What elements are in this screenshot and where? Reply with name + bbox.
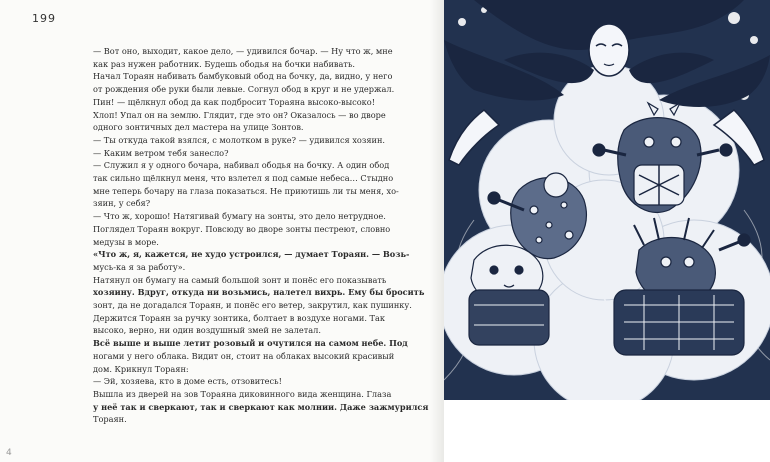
- text-line: Держится Тораян за ручку зонтика, болтает в воздухе ногами. Так: [93, 312, 385, 323]
- page-number: 199: [32, 12, 56, 25]
- text-line: высоко, верно, ни один воздушный змей не залетал.: [93, 325, 321, 336]
- text-line-bold: у неё так и сверкают, так и сверкают как молнии. Даже зажмурился: [93, 401, 429, 412]
- text-line-bold: «Что ж, я, кажется, не худо устроился, — думает Тораян. — Возь-: [93, 249, 410, 260]
- text-line: мне теперь бочару на глаза показаться. Не приютишь ли ты меня, хо-: [93, 185, 399, 196]
- text-line: Тораян.: [93, 414, 127, 425]
- text-line: зяин, у себя?: [93, 198, 151, 209]
- text-line: одного зонтичных дел мастера на улице Зонтов.: [93, 122, 304, 133]
- text-line: — Каким ветром тебя занесло?: [93, 147, 229, 158]
- text-line: Вышла из дверей на зов Тораяна диковинного вида женщина. Глаза: [93, 388, 392, 399]
- text-line: — Что ж, хорошо! Натягивай бумагу на зонты, это дело нетрудное.: [93, 211, 386, 222]
- text-line: медузы в море.: [93, 236, 159, 247]
- text-line: Натянул он бумагу на самый большой зонт и понёс его показывать: [93, 274, 387, 285]
- illustration-art: [444, 0, 770, 400]
- story-text: [93, 45, 429, 426]
- text-line: как раз нужен работник. Будешь ободья на бочки набивать.: [93, 58, 356, 69]
- text-line: — Ты откуда такой взялся, с молотком в руке? — удивился хозяин.: [93, 134, 386, 145]
- text-line: — Вот оно, выходит, какое дело, — удивился бочар. — Ну что ж, мне: [93, 46, 393, 56]
- text-line: ногами у него облака. Видит он, стоит на облаках высокий красивый: [93, 350, 395, 361]
- right-page-margin: [444, 400, 770, 462]
- text-line-bold: Всё выше и выше летит розовый и очутился на самом небе. Под: [93, 338, 408, 349]
- text-line: зонт, да не догадался Тораян, и понёс его ветер, закрутил, как пушинку.: [93, 300, 412, 311]
- corner-mark: 4: [6, 448, 12, 458]
- text-line: — Служил я у одного бочара, набивал ободья на бочку. А один обод: [93, 160, 390, 171]
- text-line: — Эй, хозяева, кто в доме есть, отзовитесь!: [93, 376, 282, 387]
- text-line: мусь-ка я за работу».: [93, 261, 186, 272]
- illustration: [444, 0, 770, 400]
- text-line: так сильно щёлкнул меня, что взлетел я под самые небеса… Стыдно: [93, 173, 394, 184]
- text-line: Пин! — щёлкнул обод да как подбросит Тораяна высоко-высоко!: [93, 96, 376, 107]
- text-line-bold: хозяину. Вдруг, откуда ни возьмись, налетел вихрь. Ему бы бросить: [93, 287, 425, 298]
- book-gutter: [430, 0, 444, 462]
- demon-bottom-left: [469, 245, 549, 345]
- text-line: Начал Тораян набивать бамбуковый обод на бочку, да, видно, у него: [93, 71, 393, 82]
- text-line: Поглядел Тораян вокруг. Повсюду во дворе зонты пестреют, словно: [93, 223, 391, 234]
- text-line: от рождения обе руки были левые. Согнул обод в круг и не удержал.: [93, 84, 395, 95]
- text-line: Хлоп! Упал он на землю. Глядит, где это он? Оказалось — во дворе: [93, 109, 386, 120]
- text-line: дом. Крикнул Тораян:: [93, 363, 189, 374]
